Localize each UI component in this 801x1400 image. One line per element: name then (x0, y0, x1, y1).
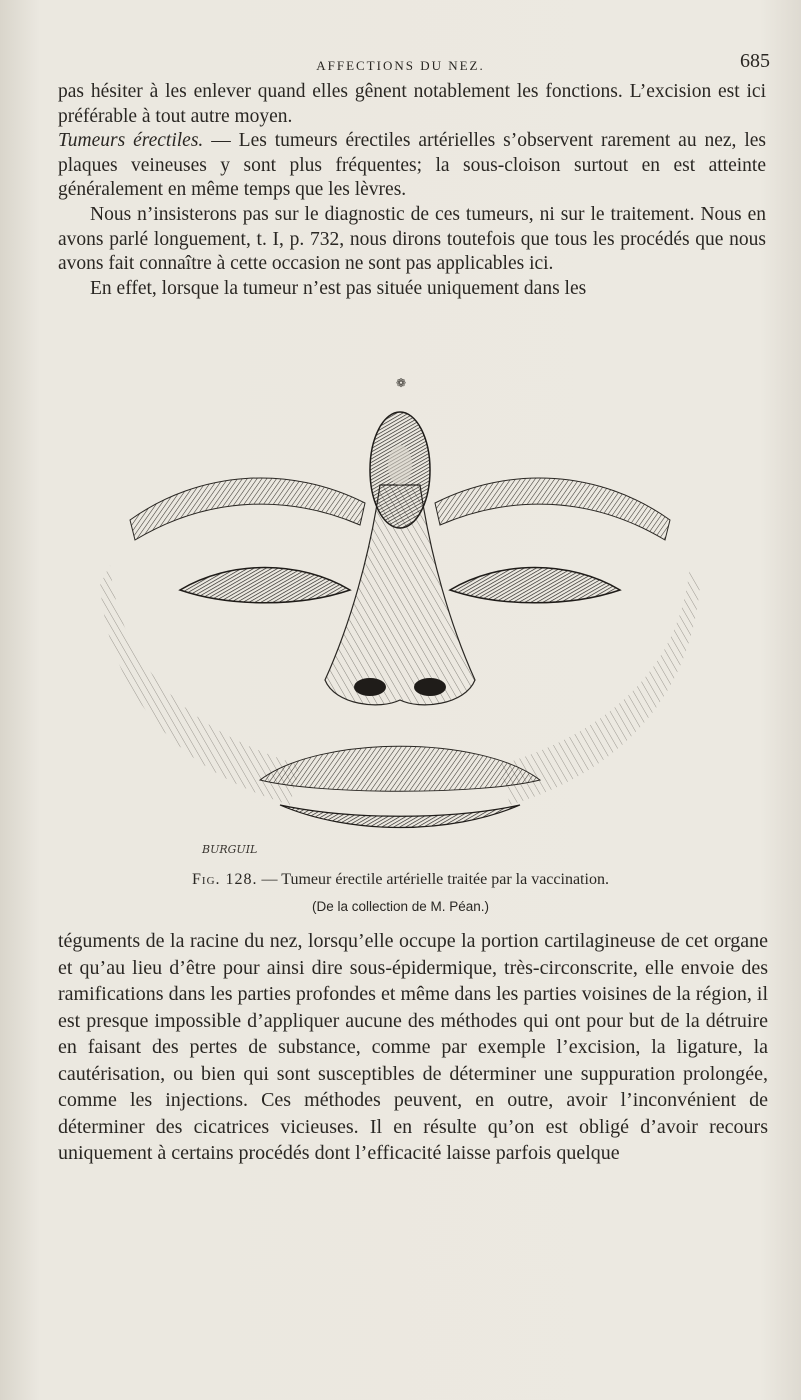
paragraph-1: pas hésiter à les enlever quand elles gênent notablement les fonctions. L’excision est ici préférable à tout autre moyen. (58, 81, 766, 127)
right-eyebrow (435, 478, 670, 540)
page-number: 685 (740, 50, 770, 72)
left-eyebrow (130, 478, 365, 540)
figure-label: Fig. 128. (192, 871, 258, 888)
engraver-signature: BURGUIL (202, 843, 258, 856)
face-engraving (90, 375, 710, 865)
paragraph-2: Tumeurs érectiles. — Les tumeurs érectiles artérielles s’observent rarement au nez, les plaques veineuses y sont plus fréquentes; la sous-cloison surtout en est atteinte généralement en même temps que les lèvres. (58, 130, 767, 201)
mouth (280, 805, 520, 828)
svg-text:❁: ❁ (396, 376, 407, 390)
paragraph-3: Nous n’insisterons pas sur le diagnostic de ces tumeurs, ni sur le traitement. Nous en avons parlé longuement, t. I, p. 732, nous dirons toutefois que tous les procédés que nous avons fait connaître à cette occasion ne sont pas applicables ici. (58, 203, 766, 275)
left-eye (180, 568, 350, 603)
figure-caption-text: — Tumeur érectile artérielle traitée par la vaccination. (261, 871, 609, 888)
paragraph-2-text: Les tumeurs érectiles artérielles s’observent rarement au nez, les plaques veineuses y sont plus fréquentes; la sous-cloison surtout en est atteinte généralement en même temps que les lèvres. (58, 130, 767, 201)
paragraph-5: téguments de la racine du nez, lorsqu’elle occupe la portion cartilagineuse de cet organe et qu’au lieu d’être pour ainsi dire sous-épidermique, très-circonscrite, elle envoie des ramifications dans les parties profondes et même dans les parties voisines de la région, il est presque impossible d’appliquer aucune des méthodes qui ont pour but de la détruire en faisant des pertes de substance, comme par exemple l’excision, la ligature, la cautérisation, ou bien qui sont susceptibles de déterminer une suppuration prolongée, comme les injections. Ces méthodes peuvent, en outre, avoir l’inconvénient de déterminer des cicatrices vicieuses. Il en résulte qu’on est obligé d’avoir recours uniquement à certains procédés dont l’efficacité laisse parfois quelque (58, 930, 768, 1164)
engraving-figure (90, 375, 710, 865)
figure-caption (0, 871, 801, 889)
top-text-block (58, 80, 766, 301)
section-heading: Tumeurs érectiles. (58, 130, 204, 152)
running-title: AFFECTIONS DU NEZ. (316, 58, 485, 73)
bottom-text-block (58, 928, 768, 1167)
right-nostril (414, 678, 446, 696)
upper-lip (260, 746, 540, 791)
figure-credit: (De la collection de M. Péan.) (311, 899, 490, 914)
paragraph-4: En effet, lorsque la tumeur n’est pas située uniquement dans les (90, 277, 587, 299)
right-eye (450, 568, 620, 603)
left-nostril (354, 678, 386, 696)
